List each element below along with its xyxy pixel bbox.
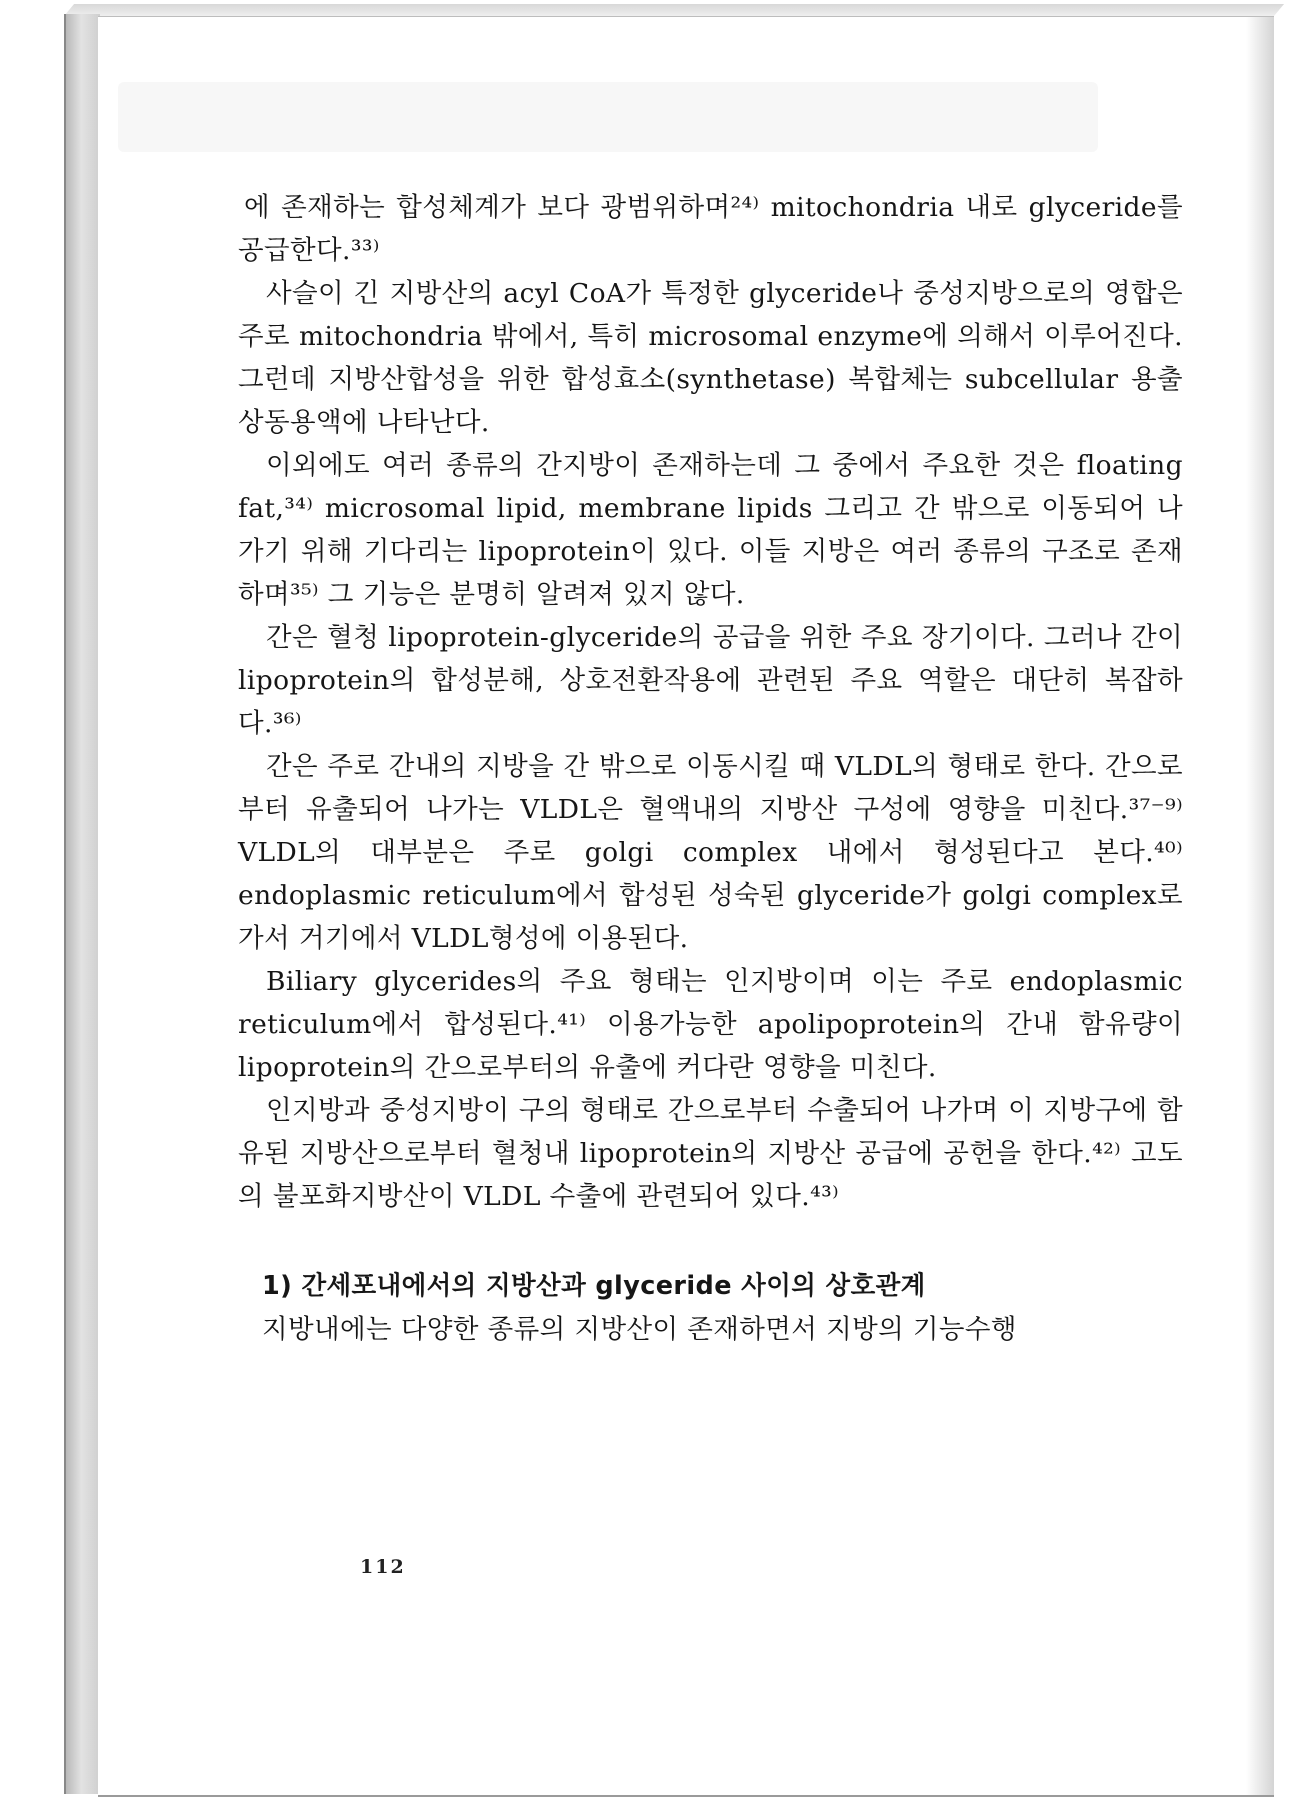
book-top-edge: [64, 4, 1284, 16]
paragraph: 이외에도 여러 종류의 간지방이 존재하는데 그 중에서 주요한 것은 floating fat,³⁴⁾ microsomal lipid, membrane lipids 그리고 간 밖으로 이동되어 나가기 위해 기다리는 lipoprotein이 있다. 이들 지방은 여러 종류의 구조로 존재하며³⁵⁾ 그 기능은 분명히 알려져 있지 않다.: [238, 450, 1183, 610]
faint-bleedthrough-header: [118, 82, 1098, 152]
page-edge-shadow: [1246, 17, 1274, 1795]
body-text: [238, 186, 1183, 1351]
paragraph: 지방내에는 다양한 종류의 지방산이 존재하면서 지방의 기능수행: [262, 1314, 1017, 1345]
book-spine: [64, 14, 100, 1794]
paragraph: 에 존재하는 합성체계가 보다 광범위하며²⁴⁾ mitochondria 내로 glyceride를 공급한다.³³⁾: [238, 192, 1183, 266]
paragraph: 간은 혈청 lipoprotein-glyceride의 공급을 위한 주요 장기이다. 그러나 간이 lipoprotein의 합성분해, 상호전환작용에 관련된 주요 역할은 대단히 복잡하다.³⁶⁾: [238, 622, 1183, 739]
paragraph: 간은 주로 간내의 지방을 간 밖으로 이동시킬 때 VLDL의 형태로 한다. 간으로부터 유출되어 나가는 VLDL은 혈액내의 지방산 구성에 영향을 미친다.³⁷⁻⁹⁾ VLDL의 대부분은 주로 golgi complex 내에서 형성된다고 본다.⁴⁰⁾ endoplasmic reticulum에서 합성된 성숙된 glyceride가 golgi complex로 가서 거기에서 VLDL형성에 이용된다.: [238, 751, 1183, 954]
paragraph: 사슬이 긴 지방산의 acyl CoA가 특정한 glyceride나 중성지방으로의 영합은 주로 mitochondria 밖에서, 특히 microsomal enzyme에 의해서 이루어진다. 그런데 지방산합성을 위한 합성효소(synthetase) 복합체는 subcellular 용출 상동용액에 나타난다.: [238, 278, 1183, 438]
section-heading: 1) 간세포내에서의 지방산과 glyceride 사이의 상호관계: [262, 1271, 926, 1301]
paragraph: Biliary glycerides의 주요 형태는 인지방이며 이는 주로 endoplasmic reticulum에서 합성된다.⁴¹⁾ 이용가능한 apolipoprotein의 간내 함유량이 lipoprotein의 간으로부터의 유출에 커다란 영향을 미친다.: [238, 966, 1183, 1083]
paragraph: 인지방과 중성지방이 구의 형태로 간으로부터 수출되어 나가며 이 지방구에 함유된 지방산으로부터 혈청내 lipoprotein의 지방산 공급에 공헌을 한다.⁴²⁾ 고도의 불포화지방산이 VLDL 수출에 관련되어 있다.⁴³⁾: [238, 1095, 1183, 1212]
page-number: 112: [360, 1556, 406, 1578]
